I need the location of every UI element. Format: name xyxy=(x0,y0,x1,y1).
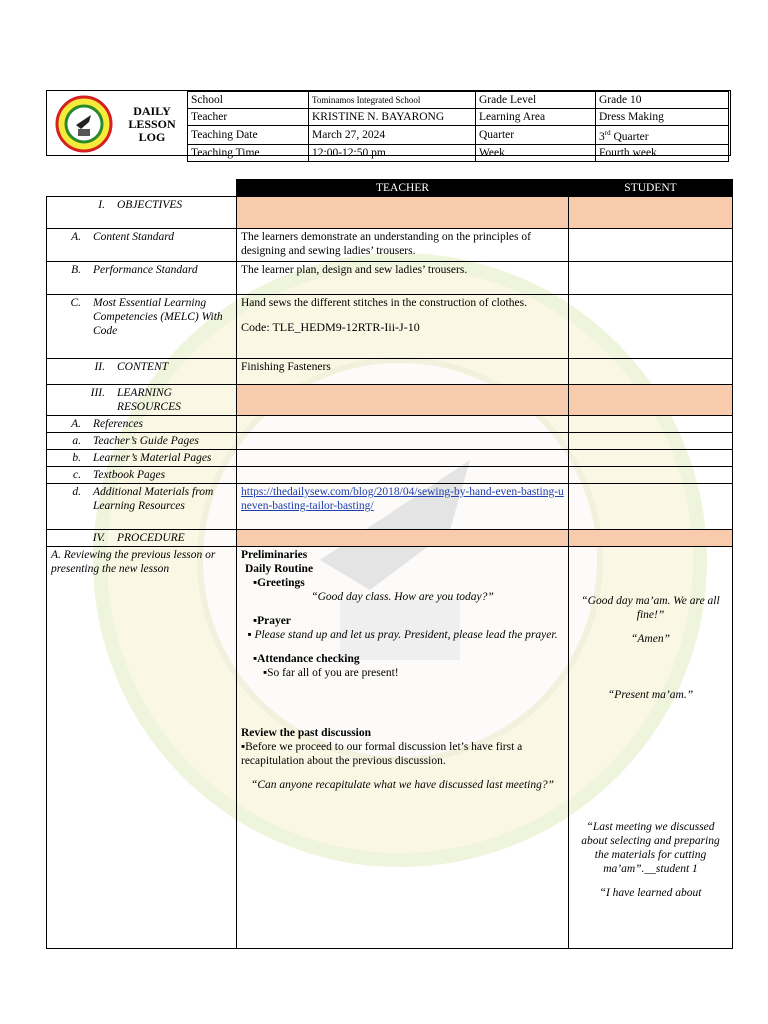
content-standard-label: A. Content Standard xyxy=(47,229,237,262)
info-row xyxy=(188,92,729,109)
info-row xyxy=(188,109,729,126)
content-heading: II. CONTENT xyxy=(47,359,237,385)
info-label: Grade Level xyxy=(476,92,596,109)
teachers-guide-label: a. Teacher’s Guide Pages xyxy=(47,433,237,450)
additional-materials-link[interactable]: https://thedailysew.com/blog/2018/04/sewing-by-hand-even-basting-uneven-basting-tailor-basting/ xyxy=(241,486,564,512)
procedure-student-text: “Good day ma’am. We are all fine!” “Amen” “Present ma’am.” “Last meeting we discussed about selecting and preparing the materials for cutting ma’am”.__student 1 “I have learned about xyxy=(569,547,733,949)
teacher-cell xyxy=(237,467,569,484)
textbook-pages-label: c. Textbook Pages xyxy=(47,467,237,484)
info-label: Teaching Time xyxy=(188,144,309,161)
performance-standard-text: The learner plan, design and sew ladies’ trousers. xyxy=(237,262,569,295)
student-cell xyxy=(569,262,733,295)
student-column-header: STUDENT xyxy=(569,180,733,197)
procedure-step-a-label: A. Reviewing the previous lesson or presenting the new lesson xyxy=(47,547,237,949)
procedure-student-cell xyxy=(569,530,733,547)
melc-label: C. Most Essential Learning Competencies (MELC) With Code xyxy=(47,295,237,359)
procedure-heading: IV. PROCEDURE xyxy=(47,530,237,547)
student-cell xyxy=(569,359,733,385)
info-label: Teacher xyxy=(188,109,309,126)
info-value: 12:00-12:50 pm xyxy=(309,144,476,161)
school-logo-icon xyxy=(51,95,117,153)
info-row xyxy=(188,144,729,161)
info-value: Fourth week xyxy=(596,144,729,161)
empty-corner xyxy=(47,180,237,197)
teacher-cell xyxy=(237,450,569,467)
resources-teacher-cell xyxy=(237,385,569,416)
info-label: Week xyxy=(476,144,596,161)
student-cell xyxy=(569,295,733,359)
procedure-teacher-cell xyxy=(237,530,569,547)
student-cell xyxy=(569,433,733,450)
info-row xyxy=(188,126,729,145)
info-value: Grade 10 xyxy=(596,92,729,109)
teacher-cell xyxy=(237,416,569,433)
student-cell xyxy=(569,484,733,530)
performance-standard-label: B. Performance Standard xyxy=(47,262,237,295)
additional-materials-cell xyxy=(237,484,569,530)
lesson-plan-table xyxy=(46,179,733,949)
logo-cell xyxy=(47,91,188,155)
references-label: A. References xyxy=(47,416,237,433)
info-value: Dress Making xyxy=(596,109,729,126)
melc-text: Hand sews the different stitches in the construction of clothes. Code: TLE_HEDM9-12RTR-Iii-J-10 xyxy=(237,295,569,359)
info-label: School xyxy=(188,92,309,109)
resources-student-cell xyxy=(569,385,733,416)
learners-material-label: b. Learner’s Material Pages xyxy=(47,450,237,467)
objectives-student-cell xyxy=(569,197,733,229)
info-value: KRISTINE N. BAYARONG xyxy=(309,109,476,126)
teacher-cell xyxy=(237,433,569,450)
info-value: 3rd Quarter xyxy=(596,126,729,145)
additional-materials-label: d. Additional Materials from Learning Resources xyxy=(47,484,237,530)
daily-lesson-log-title: DAILY LESSON LOG xyxy=(128,104,176,144)
info-label: Teaching Date xyxy=(188,126,309,145)
student-cell xyxy=(569,416,733,433)
student-cell xyxy=(569,229,733,262)
content-text: Finishing Fasteners xyxy=(237,359,569,385)
info-label: Learning Area xyxy=(476,109,596,126)
info-label: Quarter xyxy=(476,126,596,145)
info-value: Tominamos Integrated School xyxy=(309,92,476,109)
lesson-info-table xyxy=(187,91,729,162)
info-value: March 27, 2024 xyxy=(309,126,476,145)
teacher-column-header: TEACHER xyxy=(237,180,569,197)
procedure-teacher-text: Preliminaries Daily Routine ▪Greetings “Good day class. How are you today?” ▪Prayer ▪ Please stand up and let us pray. President, please lead the prayer. ▪Attendance checking ▪So far all of you are present! Review the past discussion ▪Before we proceed to our formal discussion let’s have first a recapitulation about the previous discussion. “Can anyone recapitulate what we have discussed last meeting?” xyxy=(237,547,569,949)
objectives-teacher-cell xyxy=(237,197,569,229)
student-cell xyxy=(569,450,733,467)
learning-resources-heading: III. LEARNING RESOURCES xyxy=(47,385,237,416)
content-standard-text: The learners demonstrate an understanding on the principles of designing and sewing ladies’ trousers. xyxy=(237,229,569,262)
objectives-heading: I. OBJECTIVES xyxy=(47,197,237,229)
student-cell xyxy=(569,467,733,484)
lesson-log-header xyxy=(46,90,731,159)
